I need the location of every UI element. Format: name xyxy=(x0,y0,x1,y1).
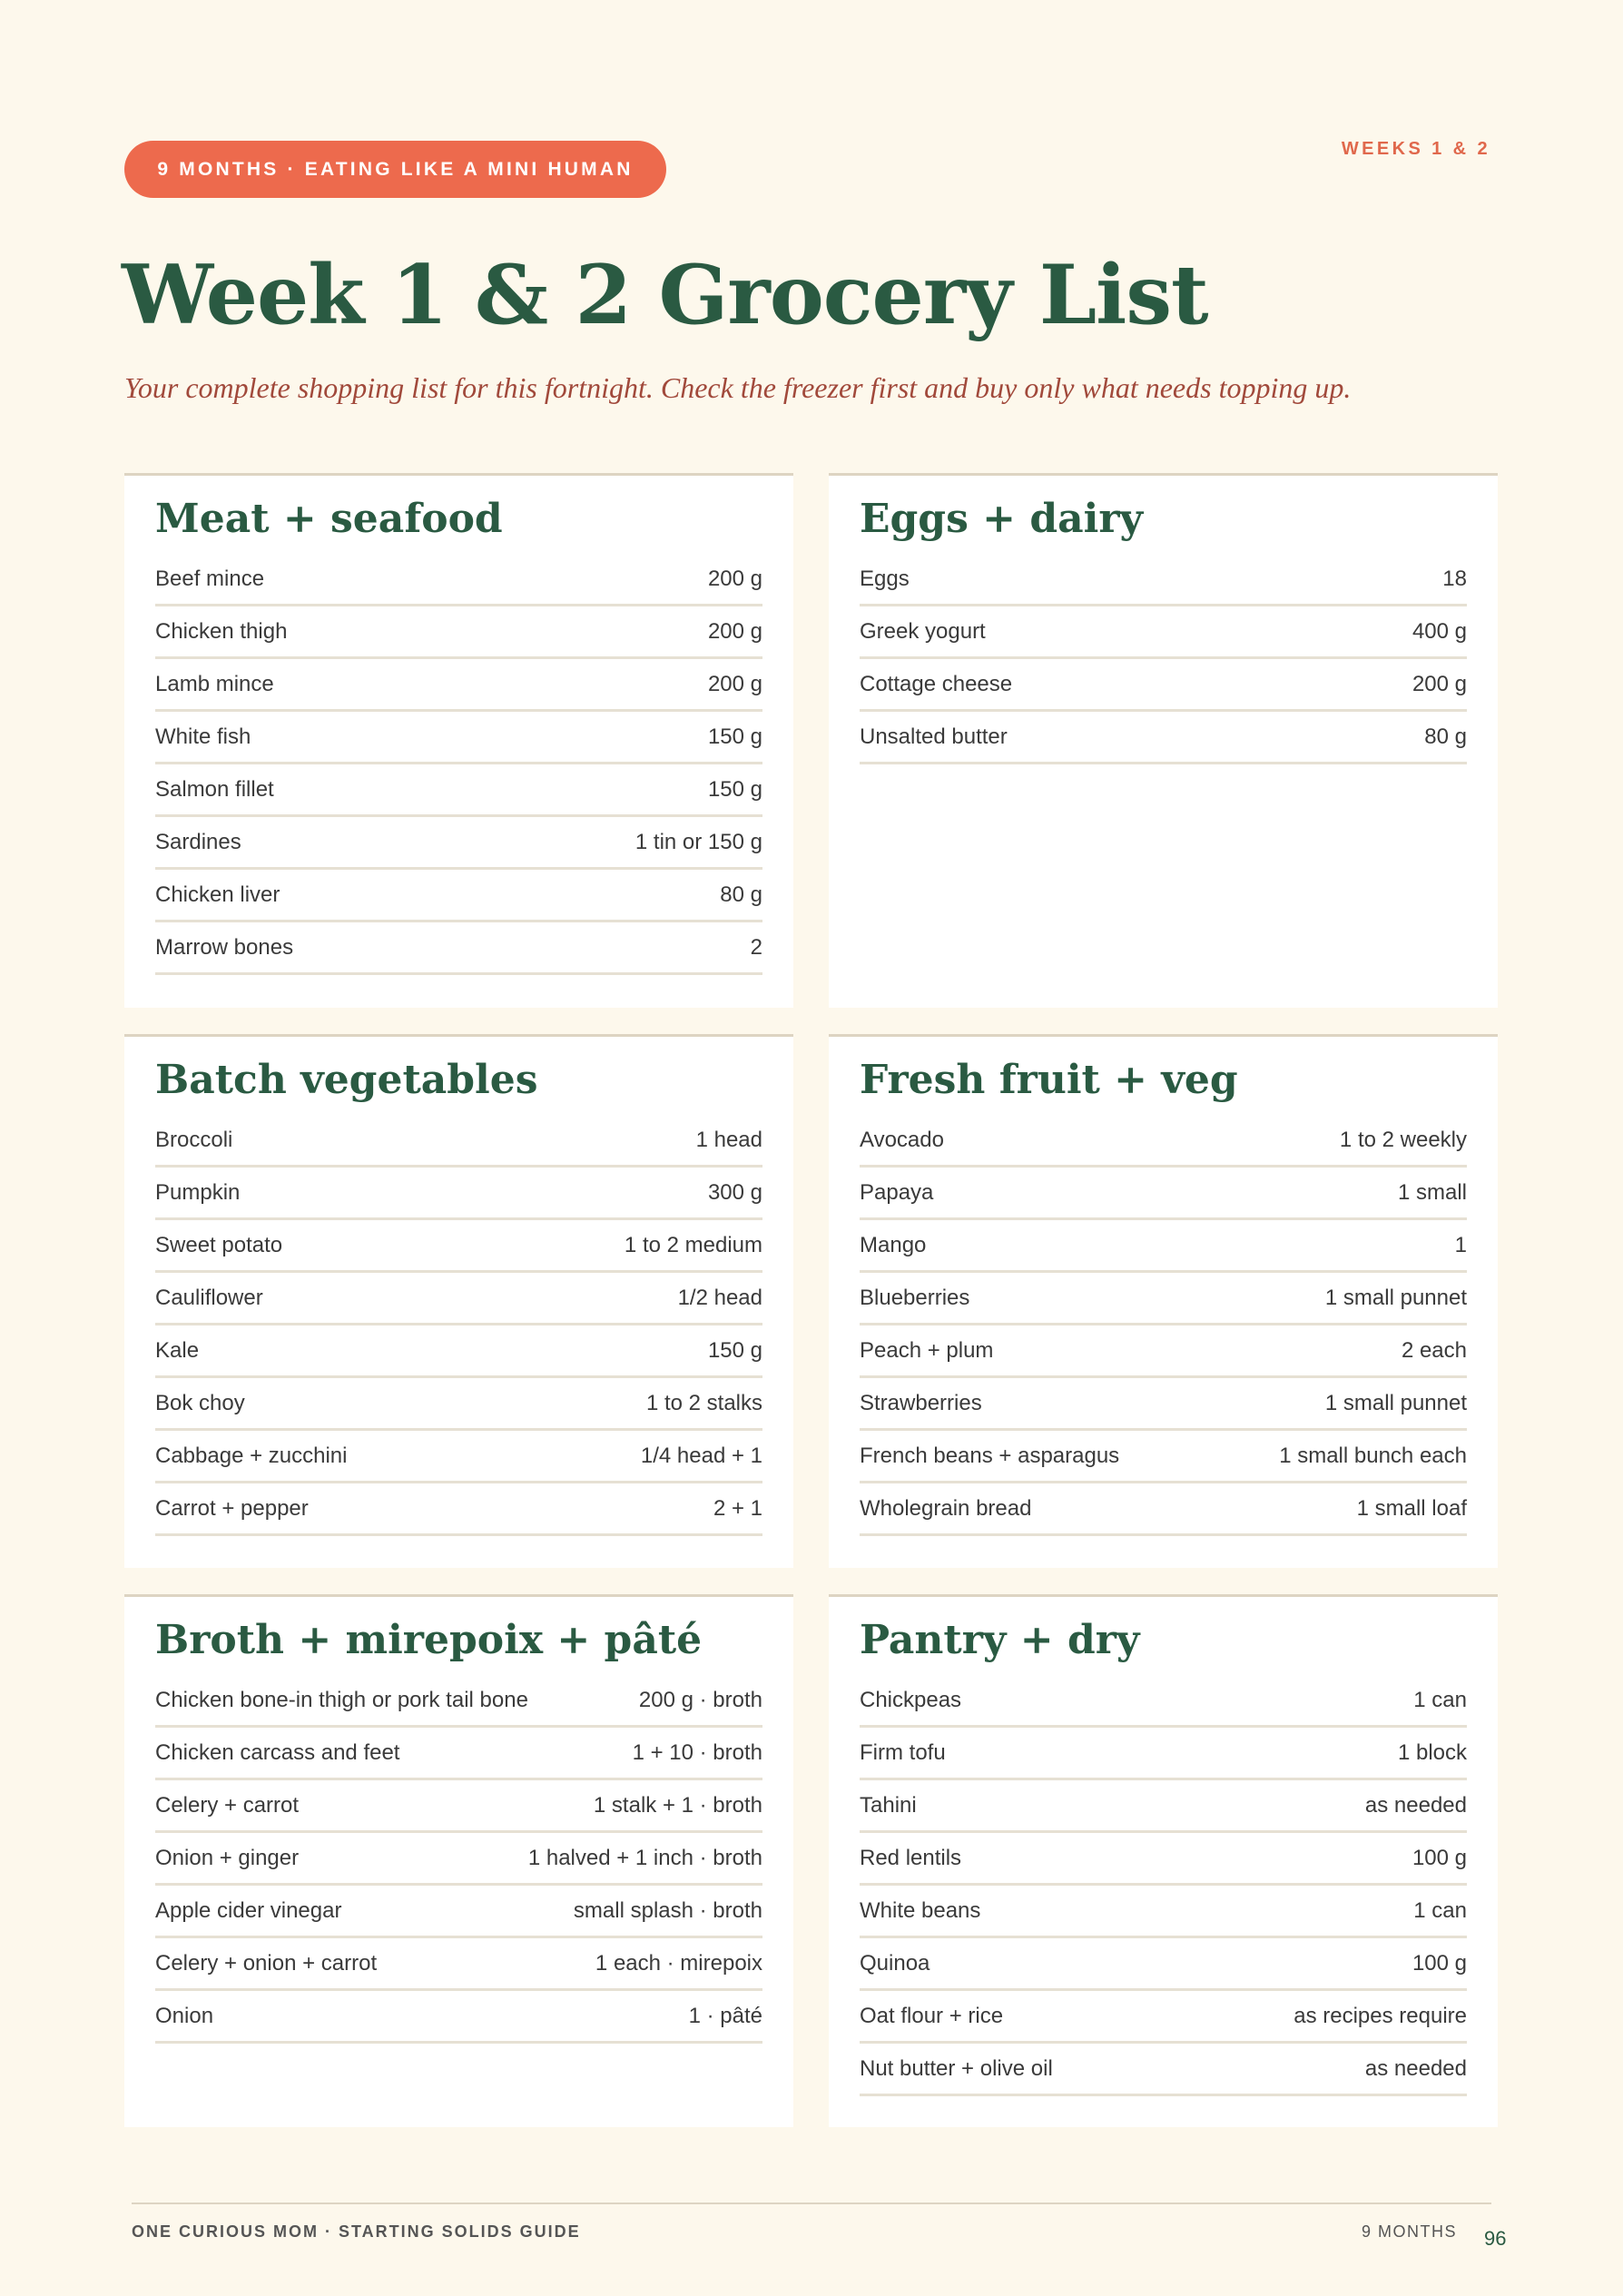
item-name: Unsalted butter xyxy=(860,724,1008,749)
item-name: Kale xyxy=(155,1337,200,1363)
list-item xyxy=(860,1483,1467,1536)
item-name: Chickpeas xyxy=(860,1687,962,1712)
item-name: Celery + onion + carrot xyxy=(155,1950,378,1976)
item-qty: 1 small punnet xyxy=(1324,1285,1467,1310)
list-item xyxy=(155,1938,762,1991)
card-broth-mirepoix-pate xyxy=(124,1594,793,2127)
item-qty: 2 xyxy=(750,934,762,960)
item-qty: as needed xyxy=(1364,2055,1467,2081)
item-qty: 1 small xyxy=(1397,1179,1467,1205)
item-qty: 100 g xyxy=(1412,1845,1467,1870)
item-qty: 80 g xyxy=(1424,724,1467,749)
item-qty: 200 g xyxy=(1412,671,1467,696)
footer-publication: ONE CURIOUS MOM · STARTING SOLIDS GUIDE xyxy=(132,2222,581,2241)
item-qty: 200 g xyxy=(707,566,762,591)
item-name: Pumpkin xyxy=(155,1179,241,1205)
list-item xyxy=(860,2044,1467,2096)
item-qty: 150 g xyxy=(707,724,762,749)
item-qty: 200 g xyxy=(707,618,762,644)
chapter-badge-label: 9 MONTHS · EATING LIKE A MINI HUMAN xyxy=(157,158,634,180)
list-item xyxy=(155,1325,762,1378)
item-name: Carrot + pepper xyxy=(155,1495,309,1521)
card-title: Pantry + dry xyxy=(860,1617,1140,1663)
item-qty: 1 xyxy=(1454,1232,1467,1257)
item-name: Cabbage + zucchini xyxy=(155,1443,348,1468)
item-name: Celery + carrot xyxy=(155,1792,300,1818)
card-fresh-fruit-veg xyxy=(829,1034,1498,1568)
list-item xyxy=(860,1431,1467,1483)
list-item xyxy=(860,712,1467,764)
item-qty: 1 small loaf xyxy=(1356,1495,1467,1521)
list-item xyxy=(155,659,762,712)
page-title: Week 1 & 2 Grocery List xyxy=(122,247,1208,343)
item-name: Firm tofu xyxy=(860,1739,946,1765)
item-qty: 1 can xyxy=(1413,1687,1467,1712)
card-title: Fresh fruit + veg xyxy=(860,1057,1238,1103)
item-qty: 18 xyxy=(1442,566,1467,591)
item-name: Peach + plum xyxy=(860,1337,994,1363)
item-qty: 1/4 head + 1 xyxy=(640,1443,762,1468)
item-name: Eggs xyxy=(860,566,910,591)
item-name: Avocado xyxy=(860,1127,944,1152)
list-item xyxy=(155,1220,762,1273)
item-name: Chicken liver xyxy=(155,882,280,907)
list-item xyxy=(860,1938,1467,1991)
list-item xyxy=(860,1780,1467,1833)
item-qty: 200 g · broth xyxy=(638,1687,762,1712)
item-name: Chicken carcass and feet xyxy=(155,1739,400,1765)
list-item xyxy=(860,1220,1467,1273)
item-qty: 1 small punnet xyxy=(1324,1390,1467,1415)
item-qty: 1 to 2 weekly xyxy=(1339,1127,1467,1152)
list-item xyxy=(155,1886,762,1938)
item-qty: 150 g xyxy=(707,776,762,802)
item-name: Salmon fillet xyxy=(155,776,274,802)
item-qty: 1 + 10 · broth xyxy=(632,1739,762,1765)
chapter-badge xyxy=(124,141,666,198)
item-name: Cottage cheese xyxy=(860,671,1013,696)
card-title: Meat + seafood xyxy=(155,496,503,542)
list-item xyxy=(155,922,762,975)
footer-section: 9 MONTHS xyxy=(1362,2222,1458,2241)
item-qty: 200 g xyxy=(707,671,762,696)
item-name: Nut butter + olive oil xyxy=(860,2055,1053,2081)
item-qty: 150 g xyxy=(707,1337,762,1363)
item-qty: 1 stalk + 1 · broth xyxy=(593,1792,762,1818)
list-item xyxy=(860,659,1467,712)
item-name: Chicken bone-in thigh or pork tail bone xyxy=(155,1687,528,1712)
list-item xyxy=(860,554,1467,606)
item-qty: 1 can xyxy=(1413,1897,1467,1923)
list-item xyxy=(860,1991,1467,2044)
list-item xyxy=(155,606,762,659)
item-qty: as needed xyxy=(1364,1792,1467,1818)
card-title: Batch vegetables xyxy=(155,1057,538,1103)
item-qty: 1 block xyxy=(1397,1739,1467,1765)
page-subtitle: Your complete shopping list for this fortnight. Check the freezer first and buy only what needs topping up. xyxy=(124,371,1352,404)
list-item xyxy=(155,1483,762,1536)
list-item xyxy=(860,1115,1467,1168)
item-qty: 1 small bunch each xyxy=(1279,1443,1467,1468)
list-item xyxy=(155,1728,762,1780)
item-name: Blueberries xyxy=(860,1285,970,1310)
list-item xyxy=(155,1431,762,1483)
list-item xyxy=(860,1273,1467,1325)
list-item xyxy=(155,1273,762,1325)
item-qty: 1 to 2 stalks xyxy=(645,1390,762,1415)
page-number: 96 xyxy=(1484,2227,1507,2250)
card-pantry-dry xyxy=(829,1594,1498,2127)
item-qty: 80 g xyxy=(720,882,762,907)
item-name: Wholegrain bread xyxy=(860,1495,1032,1521)
item-name: Quinoa xyxy=(860,1950,930,1976)
list-item xyxy=(155,1991,762,2044)
item-qty: 1 tin or 150 g xyxy=(634,829,762,854)
list-item xyxy=(155,1675,762,1728)
item-name: White fish xyxy=(155,724,251,749)
section-tag: WEEKS 1 & 2 xyxy=(1341,139,1490,159)
card-eggs-dairy xyxy=(829,473,1498,1008)
footer-divider xyxy=(132,2202,1491,2204)
item-name: Broccoli xyxy=(155,1127,233,1152)
item-name: White beans xyxy=(860,1897,981,1923)
item-qty: 1 to 2 medium xyxy=(624,1232,762,1257)
item-name: Onion xyxy=(155,2003,214,2028)
list-item xyxy=(860,1325,1467,1378)
list-item xyxy=(155,1378,762,1431)
item-qty: 2 + 1 xyxy=(713,1495,762,1521)
item-name: Papaya xyxy=(860,1179,934,1205)
card-title: Broth + mirepoix + pâté xyxy=(155,1617,703,1663)
card-batch-vegetables xyxy=(124,1034,793,1568)
item-name: Greek yogurt xyxy=(860,618,986,644)
item-name: French beans + asparagus xyxy=(860,1443,1120,1468)
item-name: Mango xyxy=(860,1232,927,1257)
item-name: Marrow bones xyxy=(155,934,294,960)
item-qty: 1 head xyxy=(695,1127,762,1152)
item-name: Beef mince xyxy=(155,566,265,591)
list-item xyxy=(155,1115,762,1168)
list-item xyxy=(860,1168,1467,1220)
list-item xyxy=(860,1728,1467,1780)
item-qty: 300 g xyxy=(707,1179,762,1205)
list-item xyxy=(860,1378,1467,1431)
list-item xyxy=(155,1780,762,1833)
item-name: Sardines xyxy=(155,829,241,854)
item-qty: 1 each · mirepoix xyxy=(595,1950,762,1976)
card-meat-seafood xyxy=(124,473,793,1008)
list-item xyxy=(155,764,762,817)
item-name: Chicken thigh xyxy=(155,618,288,644)
item-name: Cauliflower xyxy=(155,1285,263,1310)
item-qty: 400 g xyxy=(1412,618,1467,644)
list-item xyxy=(860,1833,1467,1886)
item-qty: 1 halved + 1 inch · broth xyxy=(527,1845,762,1870)
item-name: Red lentils xyxy=(860,1845,962,1870)
item-qty: 1/2 head xyxy=(677,1285,762,1310)
card-title: Eggs + dairy xyxy=(860,496,1144,542)
item-qty: 2 each xyxy=(1401,1337,1467,1363)
list-item xyxy=(155,870,762,922)
item-name: Bok choy xyxy=(155,1390,245,1415)
list-item xyxy=(860,1886,1467,1938)
item-name: Strawberries xyxy=(860,1390,982,1415)
item-name: Tahini xyxy=(860,1792,917,1818)
item-qty: 100 g xyxy=(1412,1950,1467,1976)
list-item xyxy=(860,1675,1467,1728)
list-item xyxy=(860,606,1467,659)
item-qty: small splash · broth xyxy=(573,1897,762,1923)
list-item xyxy=(155,554,762,606)
item-qty: 1 · pâté xyxy=(688,2003,762,2028)
list-item xyxy=(155,712,762,764)
item-name: Apple cider vinegar xyxy=(155,1897,342,1923)
item-qty: as recipes require xyxy=(1293,2003,1467,2028)
item-name: Sweet potato xyxy=(155,1232,283,1257)
list-item xyxy=(155,1168,762,1220)
item-name: Onion + ginger xyxy=(155,1845,300,1870)
item-name: Oat flour + rice xyxy=(860,2003,1004,2028)
list-item xyxy=(155,1833,762,1886)
item-name: Lamb mince xyxy=(155,671,274,696)
list-item xyxy=(155,817,762,870)
